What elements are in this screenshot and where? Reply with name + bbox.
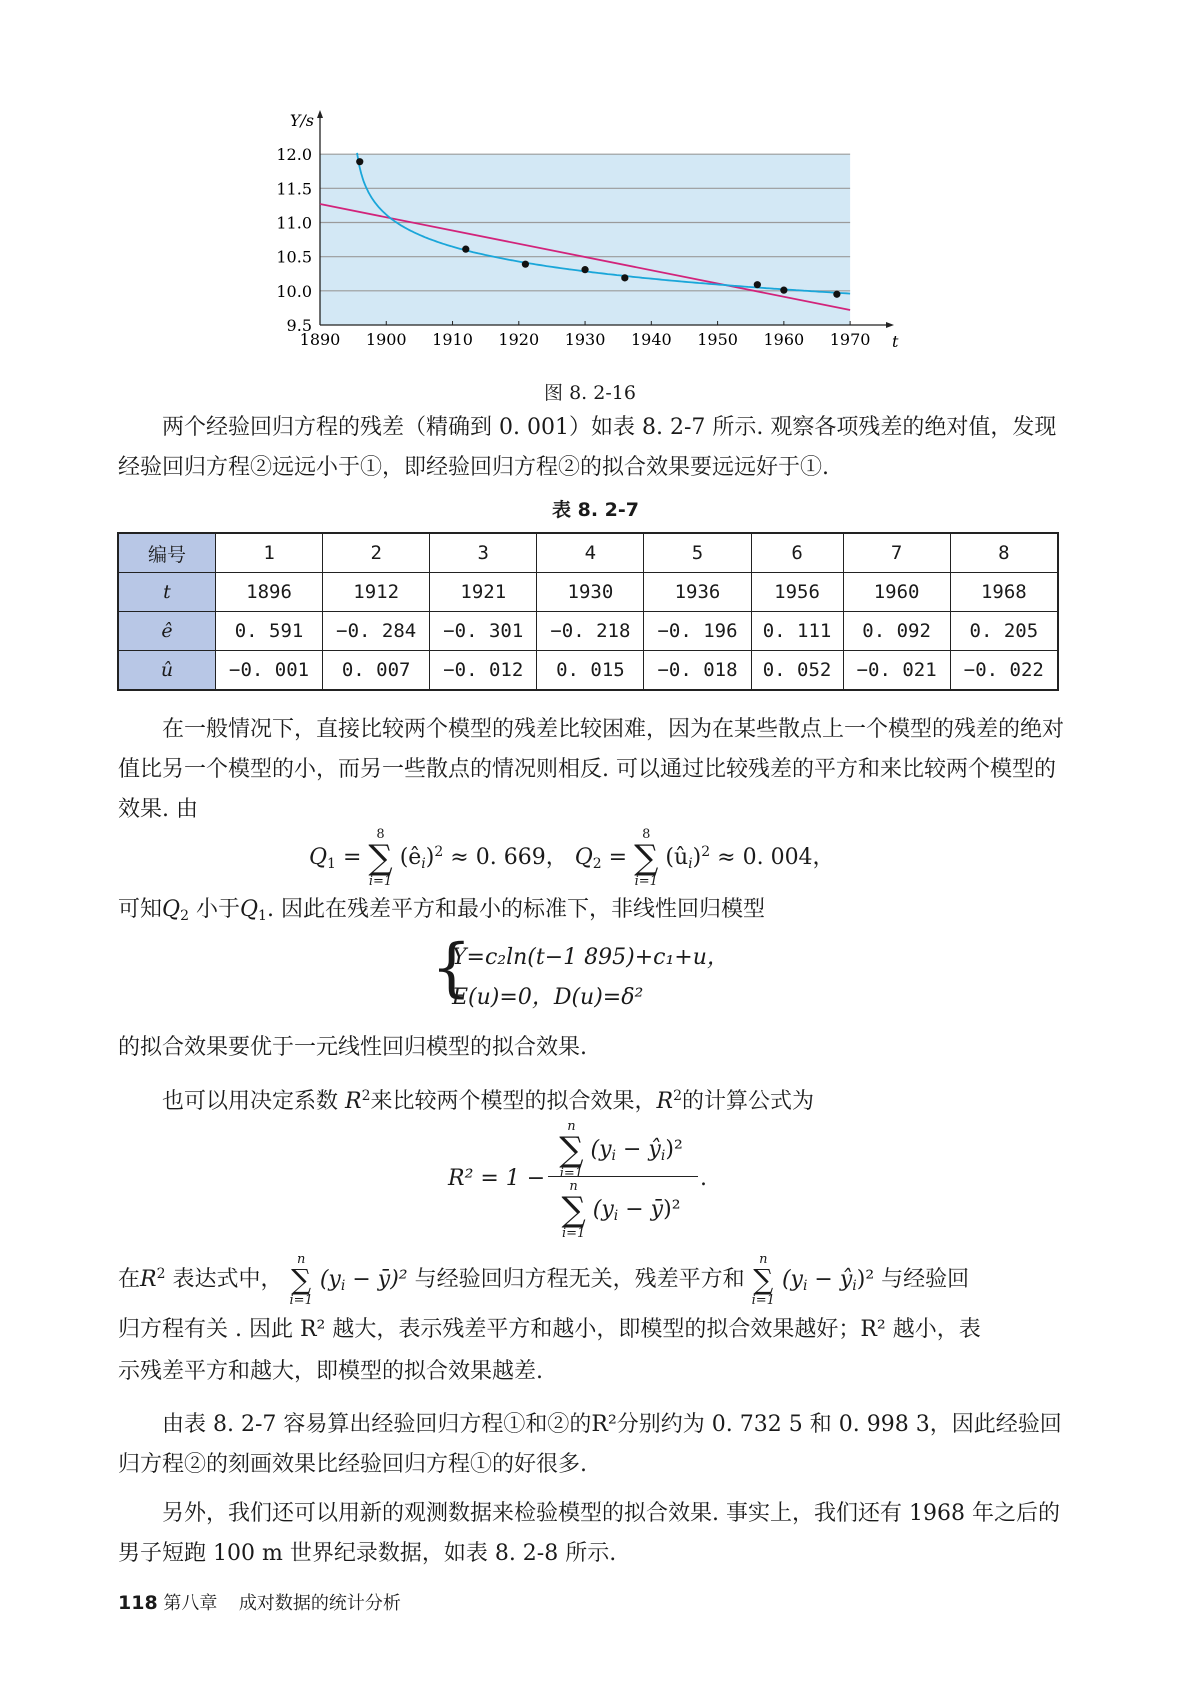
table-header-cell: t [118,573,216,612]
paragraph-6-line-2: 归方程有关 . 因此 R² 越大，表示残差平方和越小，即模型的拟合效果越好；R² 越小，表 [118,1317,981,1342]
table-cell: −0. 284 [323,612,430,651]
y-axis-label: Y/s [289,111,314,130]
y-tick-label: 11.0 [276,213,312,233]
table-cell: 3 [430,533,537,573]
table-cell: 1930 [537,573,644,612]
page-footer [118,1589,401,1615]
table-cell: 0. 092 [843,612,950,651]
table-cell: 0. 111 [751,612,843,651]
figure-caption: 图 8. 2-16 [544,382,636,404]
y-tick-label: 9.5 [286,316,312,335]
table-row [118,533,1058,573]
x-tick-label: 1940 [630,330,672,349]
table-cell: 1968 [950,573,1058,612]
data-point [522,261,529,268]
table-cell: 0. 205 [950,612,1058,651]
scatter-chart [276,110,900,370]
model-line-1: Y=c₂ln(t−1 895)+c₁+u， [452,945,729,970]
x-axis-label: t [892,332,899,351]
data-point [462,246,469,253]
model-brace: { [431,931,472,1005]
table-cell: 7 [843,533,950,573]
data-point [754,281,761,288]
table-cell: −0. 012 [430,651,537,691]
table-header-cell: 编号 [118,533,216,573]
paragraph-4: 的拟合效果要优于一元线性回归模型的拟合效果. [118,1035,587,1060]
table-cell: −0. 022 [950,651,1058,691]
table-cell: 0. 052 [751,651,843,691]
table-cell: 8 [950,533,1058,573]
x-tick-label: 1920 [498,330,540,349]
data-point [356,158,363,165]
data-point [621,274,628,281]
table-cell: 4 [537,533,644,573]
table-cell: 2 [323,533,430,573]
y-tick-label: 10.5 [276,247,312,267]
table-row [118,573,1058,612]
table-cell: −0. 018 [644,651,751,691]
table-cell: 6 [751,533,843,573]
table-cell: −0. 001 [216,651,323,691]
q-formula: $Q_1$ = 8 ∑ i=1 $(ê_i)^2 \approx 0$. 669， $Q_2$ = 8 ∑ i=1 $(û_i)^2 \approx 0$. 004， [309,827,835,889]
x-axis-arrow [886,322,894,328]
chapter-title: 成对数据的统计分析 [238,1593,401,1614]
table-cell: 0. 007 [323,651,430,691]
y-tick-label: 12.0 [276,145,312,165]
table-cell: 5 [644,533,751,573]
y-tick-label: 11.5 [276,179,312,199]
data-point [581,266,588,273]
x-tick-label: 1970 [829,330,871,349]
table-cell: 1936 [644,573,751,612]
paragraph-6-line-1: 在$R^2$ 表达式中， n ∑ i=1 ($y_i$ − ȳ)² 与经验回归方程无关，残差平方和 n ∑ i=1 ($y_i$ − $ŷ_i)^2$ 与经验回 [118,1252,970,1308]
paragraph-5: 也可以用决定系数 $R^2$来比较两个模型的拟合效果，$R^2$的计算公式为 [162,1088,815,1114]
table-cell: −0. 021 [843,651,950,691]
table-cell: −0. 218 [537,612,644,651]
data-point [780,287,787,294]
x-tick-label: 1960 [763,330,805,349]
table-row [118,651,1058,691]
table-cell: 1956 [751,573,843,612]
table-cell: 1921 [430,573,537,612]
x-tick-label: 1910 [432,330,473,349]
paragraph-2: 在一般情况下，直接比较两个模型的残差比较困难，因为在某些散点上一个模型的残差的绝对值比另一个模型的小，而另一些散点的情况则相反. 可以通过比较残差的平方和来比较两个模型的效果. 由 [118,717,1065,822]
x-tick-label: 1890 [299,330,341,349]
table-cell: −0. 301 [430,612,537,651]
table-cell: −0. 196 [644,612,751,651]
data-point [833,291,840,298]
residual-table [117,532,1059,691]
table-cell: 0. 015 [537,651,644,691]
table-cell: 1912 [323,573,430,612]
table-title: 表 8. 2-7 [552,499,639,521]
page-number: 118 [118,1592,158,1614]
x-tick-label: 1950 [697,330,738,349]
paragraph-7: 由表 8. 2-7 容易算出经验回归方程①和②的R²分别约为 0. 732 5 和 0. 998 3，因此经验回归方程②的刻画效果比经验回归方程①的好很多. [118,1412,1062,1477]
chapter-label: 第八章 [163,1593,218,1614]
paragraph-3: 可知$Q_2$ 小于$Q_1$. 因此在残差平方和最小的标准下，非线性回归模型 [118,897,765,924]
table-cell: 1 [216,533,323,573]
paragraph-6-line-3: 示残差平方和越大，即模型的拟合效果越差. [118,1359,543,1384]
table-header-cell: û [118,651,216,691]
y-axis-arrow [317,110,323,118]
paragraph-1: 两个经验回归方程的残差（精确到 0. 001）如表 8. 2-7 所示. 观察各项残差的绝对值，发现经验回归方程②远远小于①，即经验回归方程②的拟合效果要远远好于①. [118,415,1057,480]
model-line-2: E(u)=0，D(u)=δ² [452,985,644,1010]
x-tick-label: 1930 [564,330,606,349]
paragraph-8: 另外，我们还可以用新的观测数据来检验模型的拟合效果. 事实上，我们还有 1968 年之后的男子短跑 100 m 世界纪录数据，如表 8. 2-8 所示. [118,1501,1060,1566]
table-cell: 1960 [843,573,950,612]
table-header-cell: ê [118,612,216,651]
table-cell: 0. 591 [216,612,323,651]
table-row [118,612,1058,651]
plot-background [320,154,850,325]
table-cell: 1896 [216,573,323,612]
y-tick-label: 10.0 [276,281,312,301]
x-tick-label: 1900 [365,330,407,349]
